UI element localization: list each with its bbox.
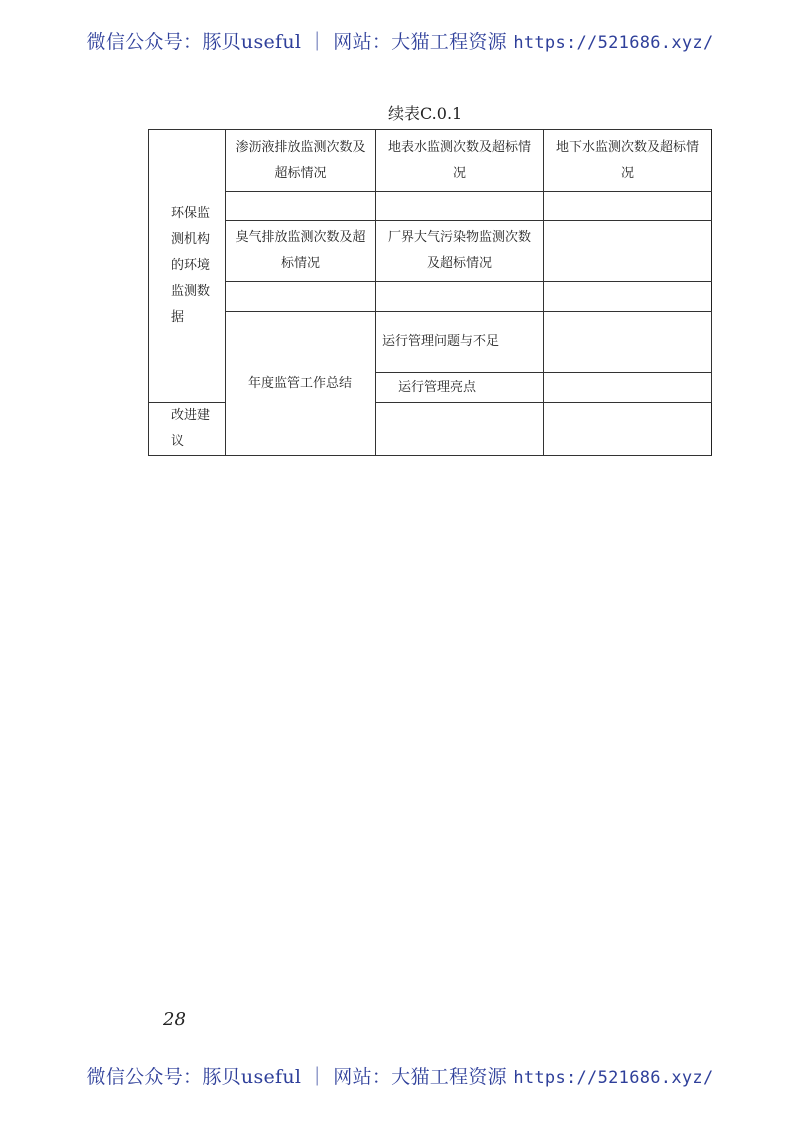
banner-text: 微信公众号：豚贝useful ｜ 网站：大猫工程资源 xyxy=(86,1066,514,1088)
value-cell xyxy=(544,403,712,456)
header-odor-text: 臭气排放监测次数及超标情况 xyxy=(235,230,366,271)
value-cell xyxy=(376,403,544,456)
banner-url: https://521686.xyz/ xyxy=(513,1068,714,1088)
header-groundwater-text: 地下水监测次数及超标情况 xyxy=(555,139,699,181)
row-improvements-text: 改进建议 xyxy=(171,408,211,449)
value-cell xyxy=(544,221,712,282)
value-cell xyxy=(544,282,712,312)
header-boundary-air-text: 厂界大气污染物监测次数及超标情况 xyxy=(387,230,531,271)
monitoring-table xyxy=(148,129,712,456)
banner-url: https://521686.xyz/ xyxy=(513,33,714,53)
value-cell xyxy=(544,373,712,403)
header-groundwater xyxy=(544,130,712,192)
section1-label-cell xyxy=(149,130,226,403)
value-cell xyxy=(544,312,712,373)
page-number: 28 xyxy=(163,1009,186,1030)
table-caption: 续表C.0.1 xyxy=(388,104,463,123)
value-cell xyxy=(376,192,544,221)
header-leachate xyxy=(226,130,376,192)
row-highlights xyxy=(376,373,544,403)
row-issues xyxy=(376,312,544,373)
banner-text: 微信公众号：豚贝useful ｜ 网站：大猫工程资源 xyxy=(86,31,514,53)
section1-label: 环保监测机构的环境监测数据 xyxy=(171,206,211,325)
row-issues-text: 运行管理问题与不足 xyxy=(382,334,500,349)
section2-label: 年度监管工作总结 xyxy=(248,375,353,391)
value-cell xyxy=(544,192,712,221)
watermark-banner-top xyxy=(0,27,800,54)
row-improvements xyxy=(149,403,226,456)
value-cell xyxy=(226,282,376,312)
value-cell xyxy=(226,192,376,221)
header-boundary-air xyxy=(376,221,544,282)
value-cell xyxy=(376,282,544,312)
watermark-banner-bottom xyxy=(0,1062,800,1089)
header-surface-water-text: 地表水监测次数及超标情况 xyxy=(387,139,531,181)
row-highlights-text: 运行管理亮点 xyxy=(398,379,477,395)
header-surface-water xyxy=(376,130,544,192)
header-leachate-text: 渗沥液排放监测次数及超标情况 xyxy=(235,139,366,181)
section2-label-cell xyxy=(226,312,376,456)
header-odor xyxy=(226,221,376,282)
